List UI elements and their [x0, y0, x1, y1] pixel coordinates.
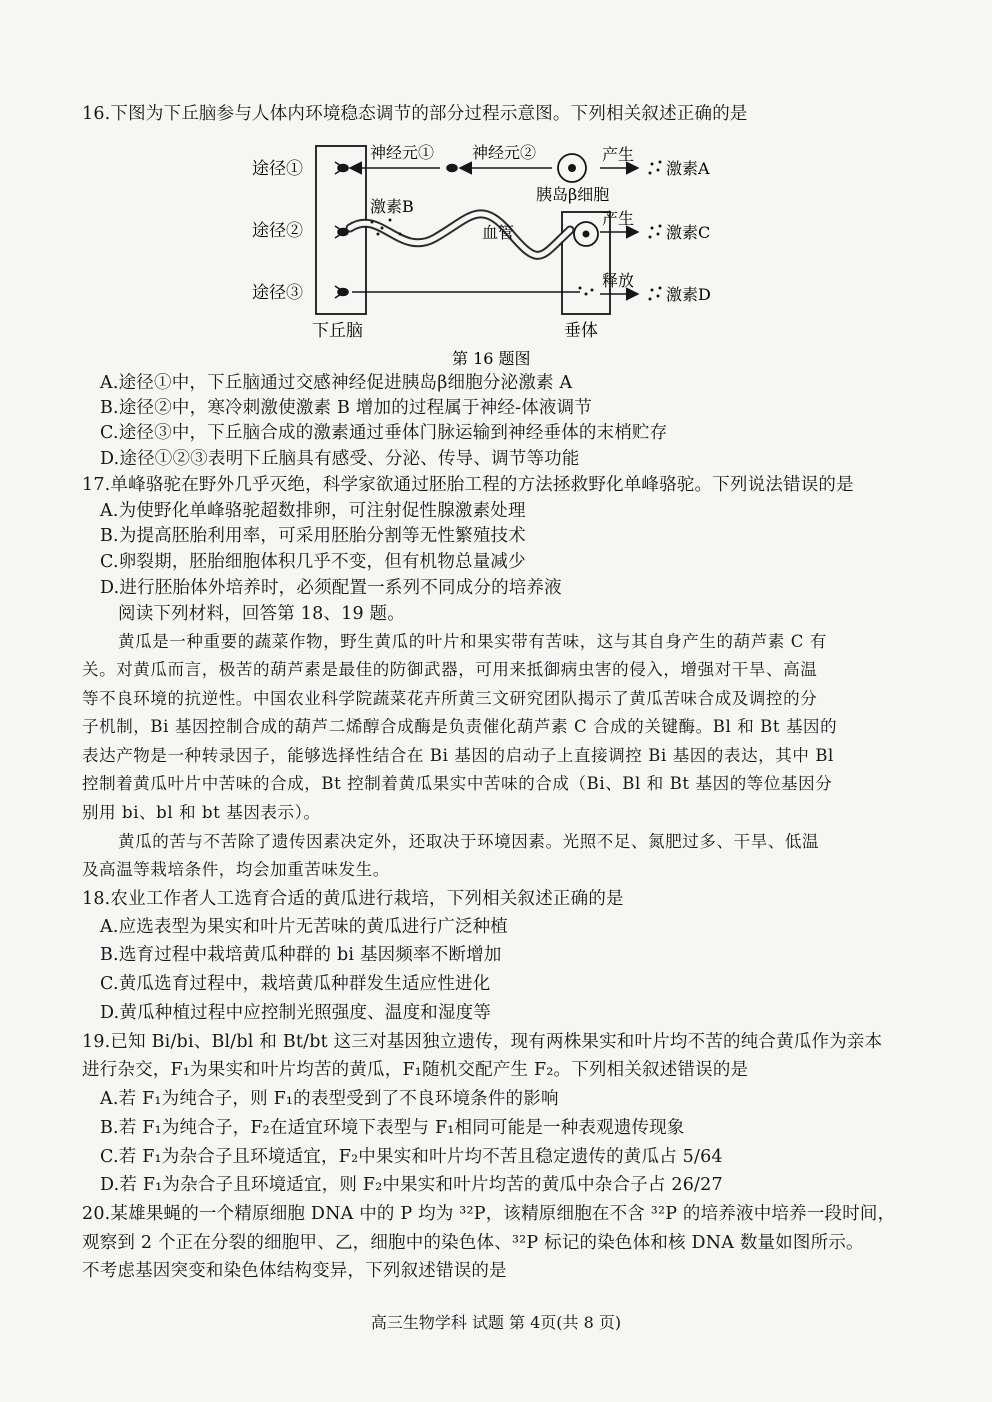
path1-label: 途径①	[252, 159, 303, 179]
q18-option-d: D.黄瓜种植过程中应控制光照强度、温度和湿度等	[100, 1003, 492, 1023]
q20-stem-line: 观察到 2 个正在分裂的细胞甲、乙，细胞中的染色体、³²P 标记的染色体和核 DNA 数量如图所示。	[82, 1233, 864, 1253]
q19-stem-line: 进行杂交，F₁为果实和叶片均苦的黄瓜，F₁随机交配产生 F₂。下列相关叙述错误的是	[82, 1060, 749, 1080]
q16-option-d: D.途径①②③表明下丘脑具有感受、分泌、传导、调节等功能	[100, 449, 580, 469]
path2-label: 途径②	[252, 221, 303, 241]
reading-para1-line: 别用 bi、bl 和 bt 基因表示）。	[82, 803, 321, 822]
q17-stem: 17.单峰骆驼在野外几乎灭绝，科学家欲通过胚胎工程的方法拯救野化单峰骆驼。下列说法错误的是	[82, 475, 854, 495]
path3-label: 途径③	[252, 283, 303, 303]
hormone-c-label: 激素C	[666, 223, 711, 242]
reading-para2-line: 黄瓜的苦与不苦除了遗传因素决定外，还取决于环境因素。光照不足、氮肥过多、干旱、低温	[118, 832, 820, 851]
q18-option-b: B.选育过程中栽培黄瓜种群的 bi 基因频率不断增加	[100, 945, 502, 965]
q20-stem-line: 20.某雄果蝇的一个精原细胞 DNA 中的 P 均为 ³²P，该精原细胞在不含 ³²P 的培养液中培养一段时间，	[82, 1204, 896, 1224]
neuron1-label: 神经元①	[370, 143, 435, 162]
q18-option-a: A.应选表型为果实和叶片无苦味的黄瓜进行广泛种植	[100, 917, 508, 937]
reading-para1-line: 子机制，Bi 基因控制合成的葫芦二烯醇合成酶是负责催化葫芦素 C 合成的关键酶。Bl 和 Bt 基因的	[82, 717, 838, 736]
produce1-label: 产生	[602, 145, 635, 164]
reading-para2-line: 及高温等栽培条件，均会加重苦味发生。	[82, 860, 390, 879]
q16-figure	[240, 138, 760, 370]
q19-option-c: C.若 F₁为杂合子且环境适宜，F₂中果实和叶片均不苦且稳定遗传的黄瓜占 5/64	[100, 1147, 723, 1167]
q19-option-b: B.若 F₁为纯合子，F₂在适宜环境下表型与 F₁相同可能是一种表观遗传现象	[100, 1118, 685, 1138]
reading-para1-line: 控制着黄瓜叶片中苦味的合成，Bt 控制着黄瓜果实中苦味的合成（Bi、Bl 和 Bt 基因的等位基因分	[82, 774, 833, 793]
produce2-label: 产生	[602, 209, 635, 228]
reading-intro: 阅读下列材料，回答第 18、19 题。	[118, 604, 405, 624]
reading-para1-line: 关。对黄瓜而言，极苦的葫芦素是最佳的防御武器，可用来抵御病虫害的侵入，增强对干旱、高温	[82, 660, 818, 679]
hormone-a-label: 激素A	[666, 159, 710, 178]
hypothalamus-label: 下丘脑	[312, 321, 363, 341]
reading-para1-line: 等不良环境的抗逆性。中国农业科学院蔬菜花卉所黄三文研究团队揭示了黄瓜苦味合成及调控的分	[82, 689, 818, 708]
neuron-cell-1	[335, 162, 348, 174]
vessel-label: 血管	[482, 223, 515, 242]
page-footer: 高三生物学科 试题 第 4页(共 8 页)	[370, 1313, 622, 1332]
q16-option-a: A.途径①中，下丘脑通过交感神经促进胰岛β细胞分泌激素 A	[100, 373, 573, 393]
hormone-b-label: 激素B	[370, 197, 414, 216]
q16-stem: 16.下图为下丘脑参与人体内环境稳态调节的部分过程示意图。下列相关叙述正确的是	[82, 104, 748, 124]
q17-option-b: B.为提高胚胎利用率，可采用胚胎分割等无性繁殖技术	[100, 526, 526, 546]
q17-option-a: A.为使野化单峰骆驼超数排卵，可注射促性腺激素处理	[100, 501, 526, 521]
q18-option-c: C.黄瓜选育过程中，栽培黄瓜种群发生适应性进化	[100, 974, 491, 994]
q17-option-d: D.进行胚胎体外培养时，必须配置一系列不同成分的培养液	[100, 578, 562, 598]
neuron-cell-3	[335, 286, 348, 298]
reading-para1-line: 表达产物是一种转录因子，能够选择性结合在 Bi 基因的启动子上直接调控 Bi 基因的表达，其中 Bl	[82, 746, 834, 765]
q19-option-a: A.若 F₁为纯合子，则 F₁的表型受到了不良环境条件的影响	[100, 1089, 559, 1109]
q19-option-d: D.若 F₁为杂合子且环境适宜，则 F₂中果实和叶片均苦的黄瓜中杂合子占 26/27	[100, 1175, 723, 1195]
q19-stem-line: 19.已知 Bi/bi、Bl/bl 和 Bt/bt 这三对基因独立遗传，现有两株果实和叶片均不苦的纯合黄瓜作为亲本	[82, 1032, 883, 1052]
q16-option-c: C.途径③中，下丘脑合成的激素通过垂体门脉运输到神经垂体的末梢贮存	[100, 423, 668, 443]
neuron-relay	[447, 165, 457, 172]
q20-stem-line: 不考虑基因突变和染色体结构变异，下列叙述错误的是	[82, 1261, 507, 1281]
q18-stem: 18.农业工作者人工选育合适的黄瓜进行栽培，下列相关叙述正确的是	[82, 889, 624, 909]
figure-caption: 第 16 题图	[452, 349, 531, 368]
q17-option-c: C.卵裂期，胚胎细胞体积几乎不变，但有机物总量减少	[100, 552, 526, 572]
q16-option-b: B.途径②中，寒冷刺激使激素 B 增加的过程属于神经-体液调节	[100, 398, 593, 418]
hormone-d-label: 激素D	[666, 285, 711, 304]
pituitary-label: 垂体	[564, 321, 598, 341]
reading-para1-line: 黄瓜是一种重要的蔬菜作物，野生黄瓜的叶片和果实带有苦味，这与其自身产生的葫芦素 C 有	[118, 632, 827, 651]
release-label: 释放	[602, 271, 635, 290]
neuron2-label: 神经元②	[472, 143, 537, 162]
islet-label: 胰岛β细胞	[536, 185, 610, 204]
